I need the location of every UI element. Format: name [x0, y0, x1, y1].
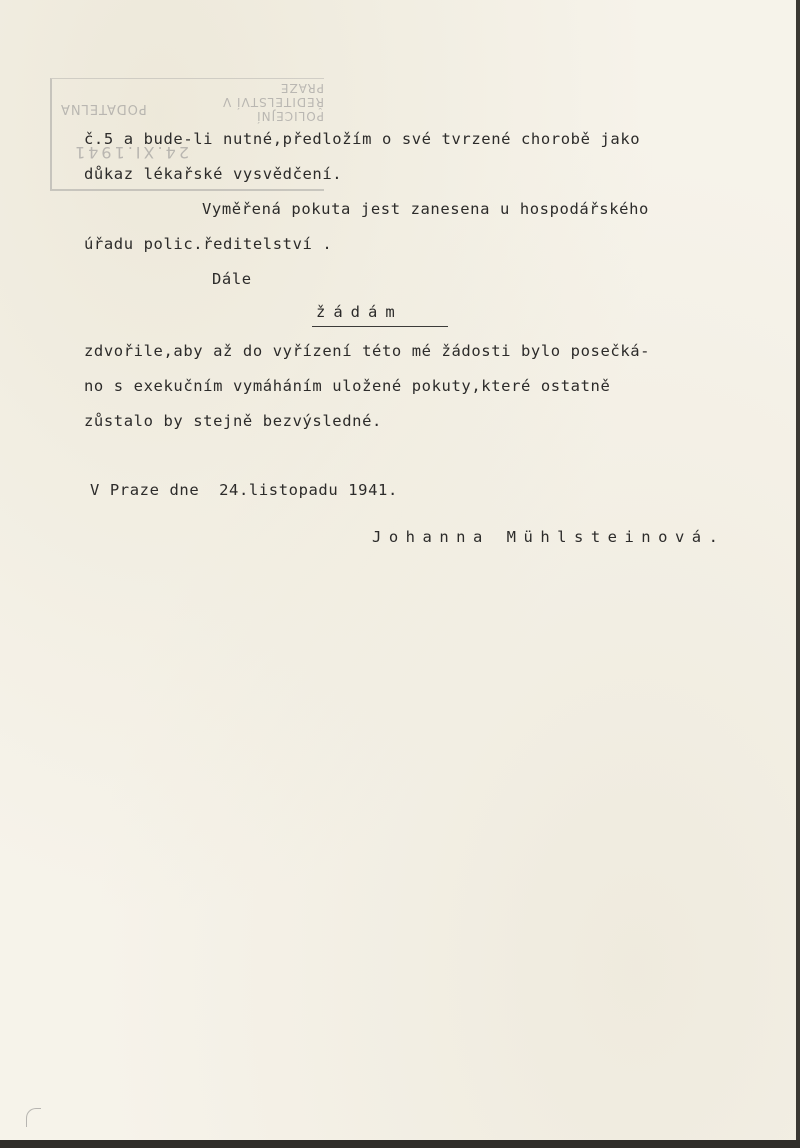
- pencil-mark: [26, 1108, 41, 1127]
- scan-edge-bottom: [0, 1140, 800, 1148]
- scan-edge-right: [796, 0, 800, 1148]
- heading-underline: [312, 326, 448, 327]
- signature-line: Johanna Mühlsteinová.: [372, 528, 726, 546]
- body-line-7: zůstalo by stejně bezvýsledné.: [84, 412, 382, 430]
- paragraph-dale: Dále: [212, 270, 252, 288]
- heading-zadam: žádám: [316, 303, 403, 321]
- stamp-text-date: 24.XI.1941: [72, 143, 189, 162]
- body-line-2: důkaz lékařské vysvědčení.: [84, 165, 343, 183]
- body-line-6: no s exekučním vymáháním uložené pokuty,které ostatně: [84, 377, 611, 395]
- body-line-1: č.5 a bude-li nutné,předložím o své tvrzené chorobě jako: [84, 130, 641, 148]
- body-line-3: Vyměřená pokuta jest zanesena u hospodářského: [202, 200, 649, 218]
- body-line-5: zdvořile,aby až do vyřízení této mé žádosti bylo posečká-: [84, 342, 651, 360]
- stamp-text-office: PODATELNA: [60, 101, 147, 116]
- date-line: V Praze dne 24.listopadu 1941.: [90, 481, 398, 499]
- stamp-text-authority: POLICEJNÍ ŘEDITELSTVÍ V PRAZE: [221, 81, 324, 123]
- body-line-4: úřadu polic.ředitelství .: [84, 235, 333, 253]
